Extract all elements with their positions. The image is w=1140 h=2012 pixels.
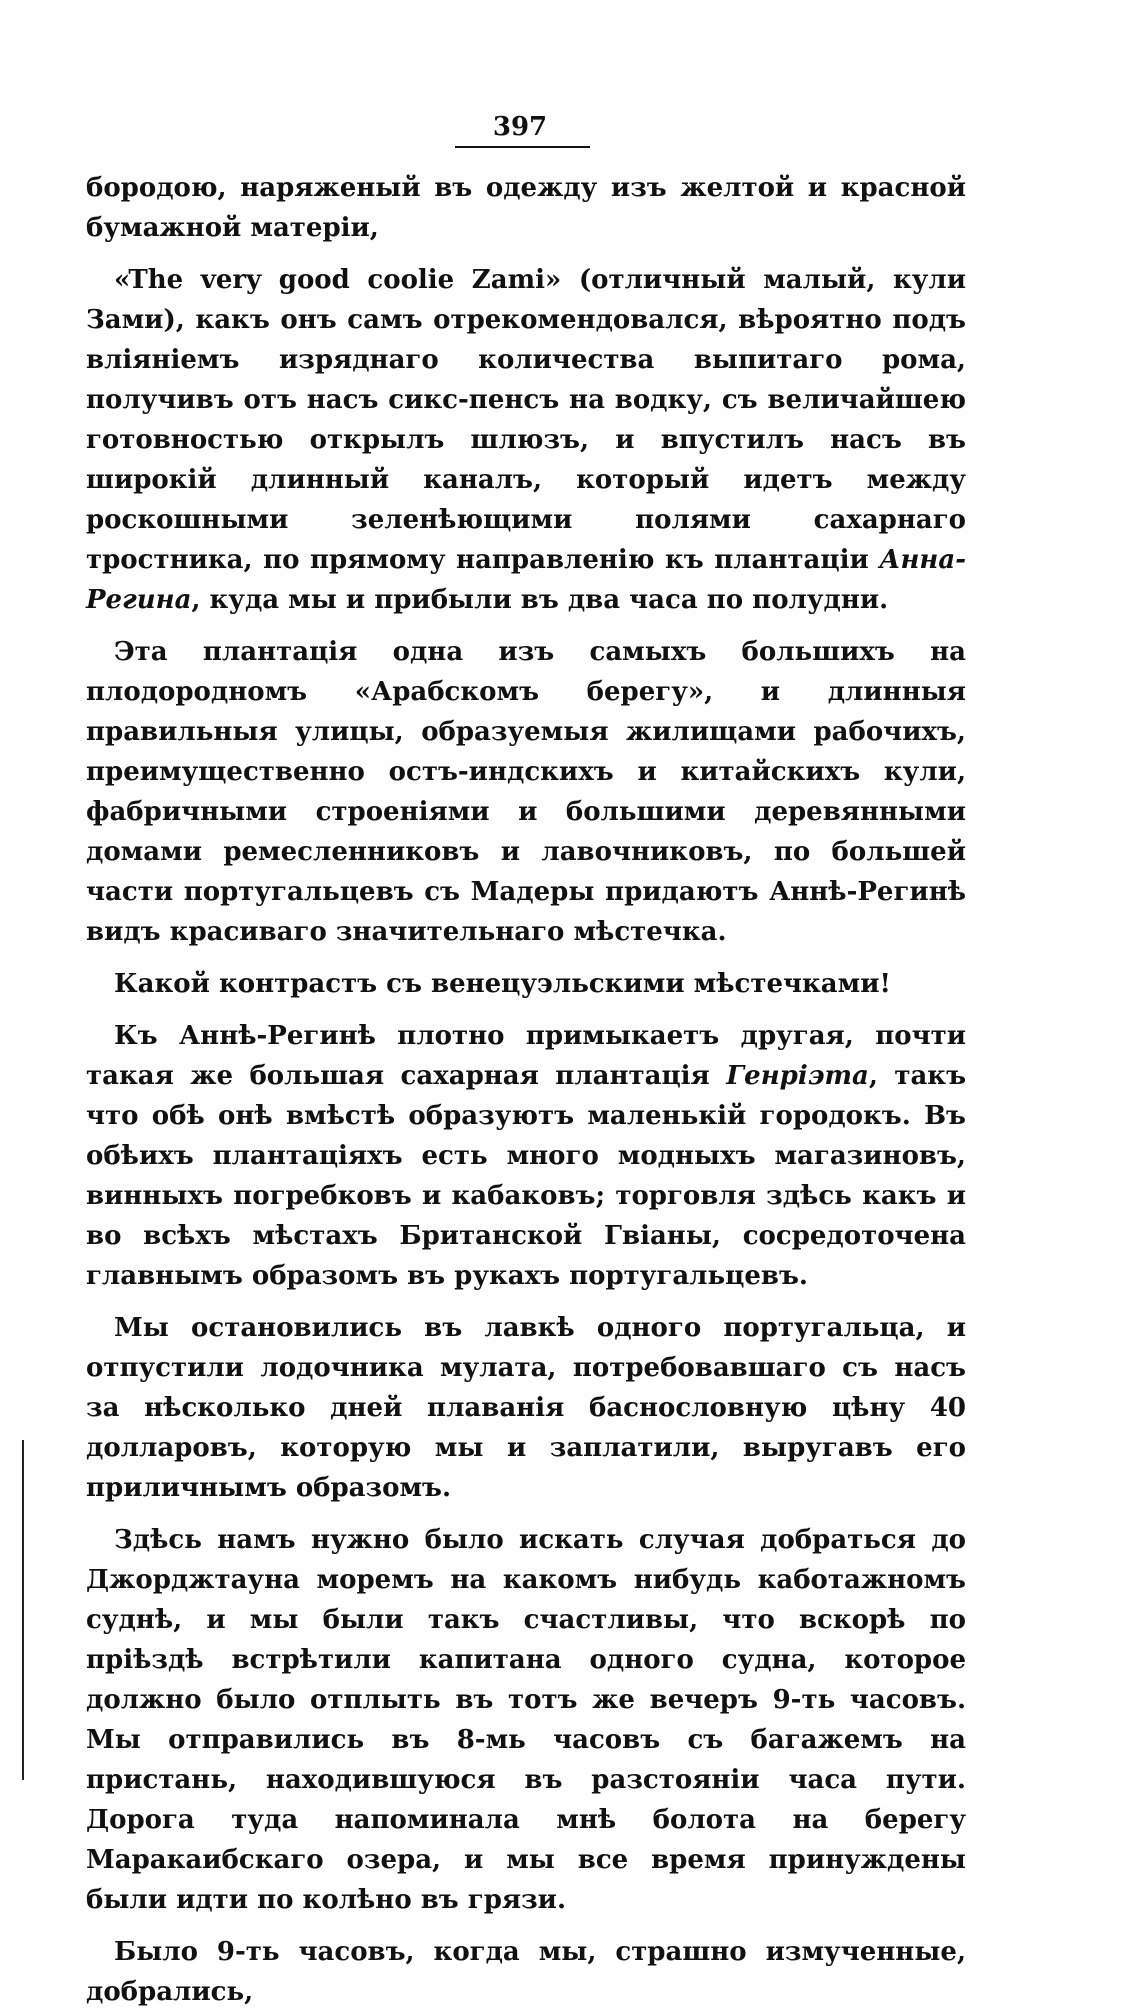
page-binding-edge bbox=[22, 1440, 24, 1780]
paragraph-contrast: Какой контрастъ съ венецуэльскими мѣстечками! bbox=[114, 969, 891, 999]
paragraph-boatman: Мы остановились въ лавкѣ одного португальца, и отпустили лодочника мулата, потребовавшаго съ насъ за нѣсколько дней плаванія баснословную цѣну 40 долларовъ, которую мы и заплатили, выругавъ его приличнымъ образомъ. bbox=[86, 1313, 966, 1503]
page-number-rule bbox=[455, 146, 590, 148]
body-text bbox=[86, 168, 966, 2012]
paragraph-text: , такъ что обѣ онѣ вмѣстѣ образуютъ маленькій городокъ. Въ обѣихъ плантаціяхъ есть много модныхъ магазиновъ, винныхъ погребковъ и кабаковъ; торговля здѣсь какъ и во всѣхъ мѣстахъ Британской Гвіаны, сосредоточена главнымъ образомъ въ рукахъ португальцевъ. bbox=[86, 1061, 967, 1291]
paragraph-georgetown: Здѣсь намъ нужно было искать случая добраться до Джорджтауна моремъ на какомъ нибудь каботажномъ суднѣ, и мы были такъ счастливы, что вскорѣ по пріѣздѣ встрѣтили капитана одного судна, которое должно было отплыть въ тотъ же вечеръ 9-ть часовъ. Мы отправились въ 8-мь часовъ съ багажемъ на пристань, находившуюся въ разстояніи часа пути. Дорога туда напоминала мнѣ болота на берегу Маракаибскаго озера, и мы все время принуждены были идти по колѣно въ грязи. bbox=[86, 1525, 966, 1915]
page-number: 397 bbox=[492, 112, 548, 142]
paragraph-continued: бородою, наряженый въ одежду изъ желтой и красной бумажной матеріи, bbox=[86, 173, 966, 243]
paragraph-plantation: Эта плантація одна изъ самыхъ большихъ на плодородномъ «Арабскомъ берегу», и длинныя правильныя улицы, образуемыя жилищами рабочихъ, преимущественно остъ-индскихъ и китайскихъ кули, фабричными строеніями и большими деревянными домами ремесленниковъ и лавочниковъ, по большей части португальцевъ съ Мадеры придаютъ Аннѣ-Регинѣ видъ красиваго значительнаго мѣстечка. bbox=[86, 637, 966, 947]
paragraph-text: , куда мы и прибыли въ два часа по полудни. bbox=[191, 585, 889, 615]
paragraph-arrival: Было 9-ть часовъ, когда мы, страшно измученные, добрались, bbox=[86, 1937, 966, 2007]
italic-place-name: Генріэта bbox=[726, 1061, 869, 1091]
paragraph-henrietta bbox=[86, 1016, 966, 1296]
paragraph-zami-canal bbox=[86, 260, 966, 620]
paragraph-text: Къ Аннѣ-Регинѣ плотно примыкаетъ другая, почти такая же большая сахарная плантація bbox=[86, 1021, 966, 1091]
italic-place-name: Анна-Регина bbox=[86, 545, 966, 615]
paragraph-text: «The very good coolie Zami» (отличный малый, кули Зами), какъ онъ самъ отрекомендовался, вѣроятно подъ вліяніемъ изряднаго количества выпитаго рома, получивъ отъ насъ сикс-пенсъ на водку, съ величайшею готовностью открылъ шлюзъ, и впустилъ насъ въ широкій длинный каналъ, который идетъ между роскошными зеленѣющими полями сахарнаго тростника, по прямому направленію къ плантаціи bbox=[86, 265, 966, 575]
